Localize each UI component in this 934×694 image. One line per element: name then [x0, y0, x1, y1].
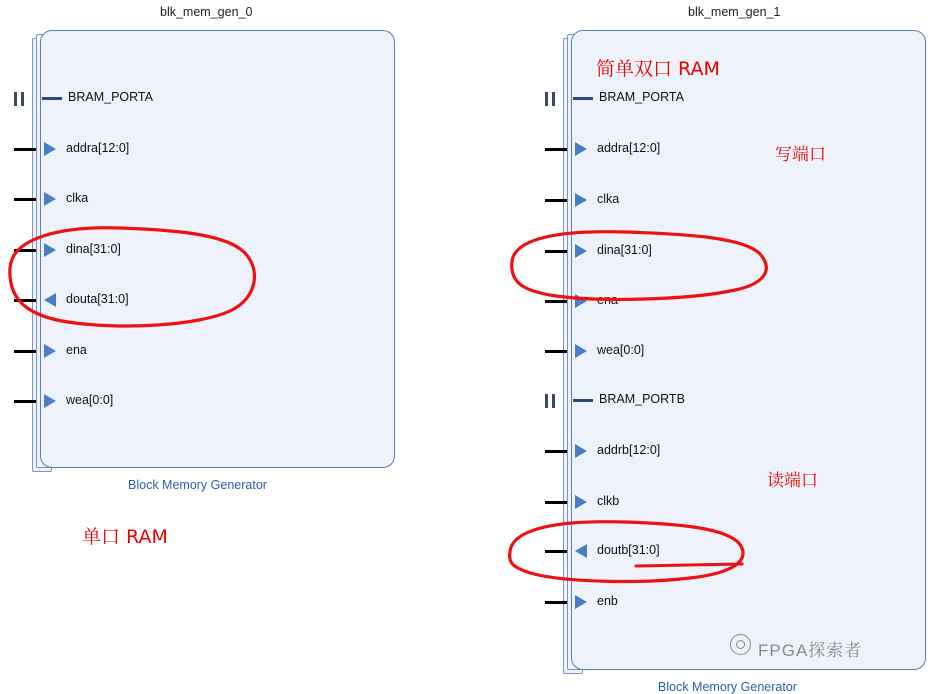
- pin-stub: [14, 198, 36, 201]
- group-pin-icon: [573, 97, 593, 100]
- pin-label: clkb: [597, 494, 620, 508]
- pin-row[interactable]: [14, 341, 274, 361]
- watermark-text: FPGA探索者: [758, 641, 863, 660]
- input-arrow-icon: [575, 142, 587, 156]
- pin-row[interactable]: [545, 492, 805, 512]
- pin-row[interactable]: [545, 241, 805, 261]
- pin-label: wea[0:0]: [66, 393, 114, 407]
- pin-stub: [14, 400, 36, 403]
- pin-row[interactable]: [545, 390, 805, 410]
- pin-stub: [14, 350, 36, 353]
- watermark: [730, 632, 920, 660]
- annotation-simple-dual-port-ram: 简单双口 RAM: [596, 58, 720, 80]
- pin-row[interactable]: [545, 541, 805, 561]
- pin-stub: [545, 450, 567, 453]
- bus-pin-icon: [21, 92, 24, 106]
- input-arrow-icon: [44, 344, 56, 358]
- pin-stub: [14, 249, 36, 252]
- pin-label: addra[12:0]: [597, 141, 661, 155]
- input-arrow-icon: [575, 344, 587, 358]
- bus-pin-icon: [14, 92, 17, 106]
- pin-row[interactable]: [545, 190, 805, 210]
- pin-stub: [14, 299, 36, 302]
- pin-row[interactable]: [545, 291, 805, 311]
- pin-row[interactable]: [14, 290, 274, 310]
- input-arrow-icon: [44, 192, 56, 206]
- block-title-right: blk_mem_gen_1: [688, 5, 781, 19]
- input-arrow-icon: [575, 294, 587, 308]
- bus-pin-icon: [545, 394, 548, 408]
- input-arrow-icon: [44, 142, 56, 156]
- pin-label: BRAM_PORTA: [68, 90, 153, 104]
- annotation-single-port-ram: 单口 RAM: [82, 526, 168, 548]
- pin-label: douta[31:0]: [66, 292, 129, 306]
- pin-label: wea[0:0]: [597, 343, 645, 357]
- group-pin-icon: [42, 97, 62, 100]
- annotation-write-port: 写端口: [775, 145, 826, 165]
- pin-label: dina[31:0]: [597, 243, 652, 257]
- pin-stub: [545, 148, 567, 151]
- pin-row[interactable]: [545, 341, 805, 361]
- group-pin-icon: [573, 399, 593, 402]
- pin-label: BRAM_PORTA: [599, 90, 684, 104]
- pin-row[interactable]: [14, 189, 274, 209]
- pin-row[interactable]: [14, 88, 274, 108]
- annotation-read-port: 读端口: [767, 471, 818, 491]
- pin-label: clka: [597, 192, 620, 206]
- pin-label: ena: [66, 343, 87, 357]
- bus-pin-icon: [552, 92, 555, 106]
- pin-row[interactable]: [14, 240, 274, 260]
- pin-label: dina[31:0]: [66, 242, 121, 256]
- pin-stub: [545, 250, 567, 253]
- wechat-logo-icon: [730, 634, 751, 655]
- pin-stub: [545, 501, 567, 504]
- pin-stub: [545, 550, 567, 553]
- pin-stub: [545, 199, 567, 202]
- pin-row[interactable]: [545, 139, 805, 159]
- pin-row[interactable]: [545, 441, 805, 461]
- block-title-left: blk_mem_gen_0: [160, 5, 253, 19]
- input-arrow-icon: [44, 243, 56, 257]
- input-arrow-icon: [575, 595, 587, 609]
- pin-row[interactable]: [545, 592, 805, 612]
- block-caption-left: Block Memory Generator: [128, 478, 267, 492]
- pin-stub: [545, 601, 567, 604]
- pin-label: addrb[12:0]: [597, 443, 661, 457]
- bus-pin-icon: [552, 394, 555, 408]
- input-arrow-icon: [575, 444, 587, 458]
- pin-row[interactable]: [14, 391, 274, 411]
- pin-label: ena: [597, 293, 618, 307]
- pin-stub: [545, 300, 567, 303]
- pin-label: doutb[31:0]: [597, 543, 660, 557]
- input-arrow-icon: [575, 495, 587, 509]
- pin-label: BRAM_PORTB: [599, 392, 685, 406]
- pin-stub: [545, 350, 567, 353]
- pin-row[interactable]: [14, 139, 274, 159]
- input-arrow-icon: [44, 394, 56, 408]
- output-arrow-icon: [575, 544, 587, 558]
- bus-pin-icon: [545, 92, 548, 106]
- pin-label: clka: [66, 191, 89, 205]
- block-caption-right: Block Memory Generator: [658, 680, 797, 694]
- output-arrow-icon: [44, 293, 56, 307]
- input-arrow-icon: [575, 244, 587, 258]
- pin-row[interactable]: [545, 88, 805, 108]
- input-arrow-icon: [575, 193, 587, 207]
- pin-stub: [14, 148, 36, 151]
- pin-label: enb: [597, 594, 618, 608]
- pin-label: addra[12:0]: [66, 141, 130, 155]
